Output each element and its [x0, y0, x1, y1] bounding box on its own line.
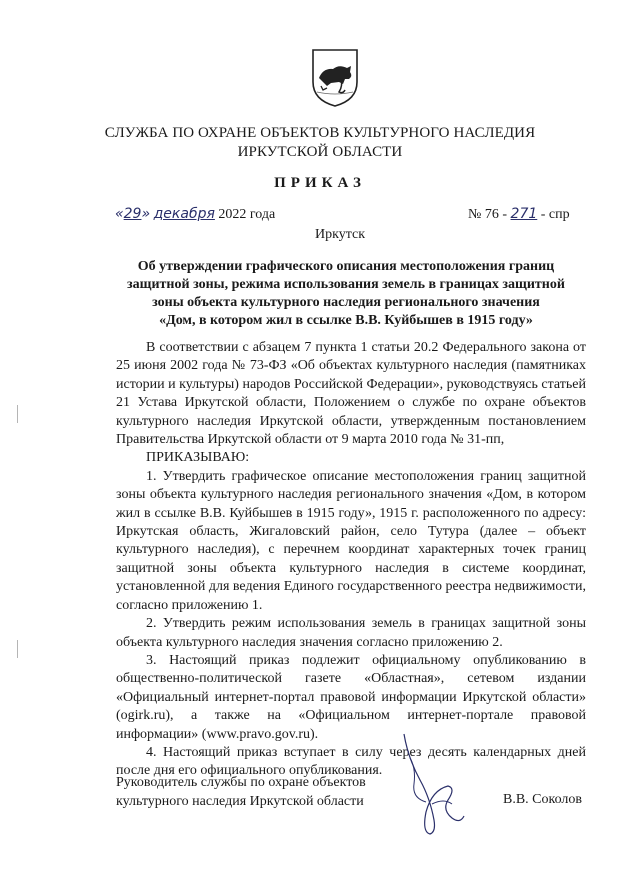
scan-margin-mark: [17, 405, 18, 423]
item-4-paragraph: 4. Настоящий приказ вступает в силу через десять календарных дней после дня его официального опубликования.: [116, 744, 586, 779]
city: Иркутск: [314, 227, 366, 242]
position-line-1: Руководитель службы по охране объектов: [116, 775, 366, 790]
number-value: 271: [510, 206, 538, 222]
subject-line-3: зоны объекта культурного наследия регионального значения: [152, 295, 540, 310]
order-date: [115, 206, 275, 223]
order-body: [116, 339, 586, 781]
item-3-paragraph: 3. Настоящий приказ подлежит официальному опубликованию в общественно-политической газете «Областная», сетевом издании «Официальный интернет-портал правовой информации Иркутской области» (ogirk.ru), а также на «Официальном интернет-портале правовой информации» (www.pravo.gov.ru).: [116, 652, 586, 742]
date-open-quote: «: [115, 206, 124, 222]
date-year: 2022 года: [218, 207, 276, 222]
order-word: ПРИКАЗЫВАЮ:: [146, 450, 250, 466]
organization-name: [0, 124, 640, 162]
item-2-paragraph: 2. Утвердить режим использования земель в границах защитной зоны объекта культурного наследия значения согласно приложению 2.: [116, 616, 586, 650]
document-type: ПРИКАЗ: [274, 175, 366, 191]
subject-line-4: «Дом, в котором жил в ссылке В.В. Куйбышев в 1915 году»: [159, 313, 533, 328]
preamble-paragraph: В соответствии с абзацем 7 пункта 1 статьи 20.2 Федерального закона от 25 июня 2002 года № 73-ФЗ «Об объектах культурного наследия (памятниках истории и культуры) народов Российской Федерации», руководствуясь статьей 21 Устава Иркутской области, Положением о службе по охране объектов культурного наследия Иркутской области, утвержденным постановлением Правительства Иркутской области от 9 марта 2010 года № 31-пп,: [116, 340, 586, 448]
date-month: декабря: [153, 206, 215, 222]
scan-margin-mark: [17, 640, 18, 658]
signatory-position: [116, 773, 366, 811]
order-number: [468, 206, 570, 223]
signatory-name: В.В. Соколов: [503, 792, 583, 807]
date-close-quote: »: [141, 206, 151, 222]
org-line-2: ИРКУТСКОЙ ОБЛАСТИ: [237, 144, 403, 160]
order-subject: [118, 258, 574, 330]
subject-line-1: Об утверждении графического описания местоположения границ: [137, 259, 555, 274]
handwritten-signature: [386, 728, 486, 838]
date-day: 29: [123, 206, 142, 222]
item-1-paragraph: 1. Утвердить графическое описание местоположения границ защитной зоны объекта культурного наследия регионального значения «Дом, в котором жил в ссылке В.В. Куйбышев в 1915 году», 1915 г. расположенного по адресу: Иркутская область, Жигаловский район, село Тутура (далее – объект культурного наследия), с перечнем координат характерных точек границ защитной зоны объекта культурного наследия в системе координат, установленной для ведения Единого государственного реестра недвижимости, согласно приложению 1.: [116, 468, 586, 613]
irkutsk-coat-of-arms-icon: [309, 48, 361, 108]
position-line-2: культурного наследия Иркутской области: [116, 794, 364, 809]
subject-line-2: защитной зоны, режима использования земель в границах защитной: [127, 277, 565, 292]
number-prefix: № 76 -: [468, 207, 508, 222]
org-line-1: СЛУЖБА ПО ОХРАНЕ ОБЪЕКТОВ КУЛЬТУРНОГО НАСЛЕДИЯ: [104, 125, 536, 141]
number-suffix: - спр: [540, 207, 570, 222]
